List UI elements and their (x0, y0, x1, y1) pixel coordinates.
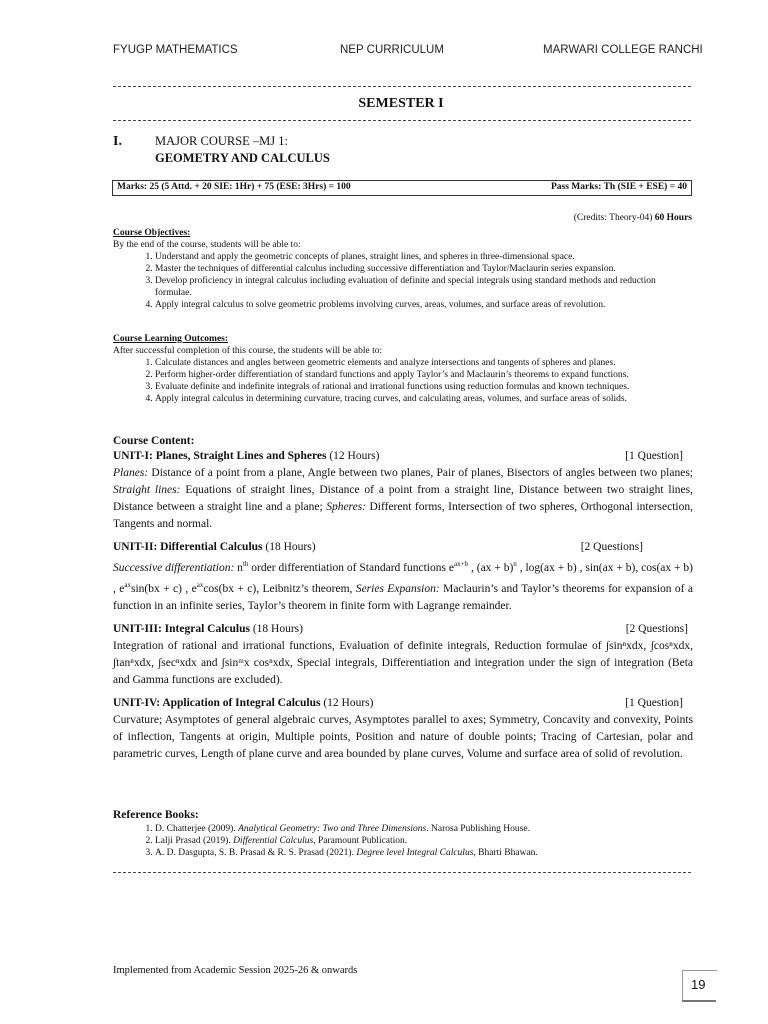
footer-text: Implemented from Academic Session 2025-26 & onwards (113, 965, 358, 976)
unit-3-body: Integration of rational and irrational functions, Evaluation of definite integrals, Reduction formulae of ∫sinⁿxdx, ∫cosⁿxdx, ∫tanⁿxdx, ∫secⁿxdx and ∫sinᵐx cosⁿxdx, Special integrals, Differentiation and integration under the sign of integration (Beta and Gamma functions are excluded). (113, 639, 693, 686)
topic-series-expansion: Series Expansion: (355, 582, 440, 595)
header-right: MARWARI COLLEGE RANCHI (543, 44, 703, 56)
ref-author: Lalji Prasad (2019). (155, 836, 234, 846)
superscript: th (242, 560, 249, 568)
unit-1-hours: (12 Hours) (329, 450, 380, 462)
unit-2-text: sin(bx + c) , e (130, 582, 197, 595)
outcomes-heading: Course Learning Outcomes: (113, 334, 229, 344)
outcomes-intro: After successful completion of this course, the students will be able to: (113, 346, 383, 356)
list-item: 2. Master the techniques of differential calculus including successive differentiation and Taylor/Maclaurin series expansion. (155, 263, 693, 275)
unit-2-text: cos(bx + c), Leibnitz’s theorem, (203, 582, 356, 595)
divider-semester (113, 120, 691, 121)
course-number: I. (113, 134, 122, 149)
list-item (155, 835, 693, 847)
divider-top (113, 86, 691, 87)
course-objectives (113, 227, 693, 311)
marks-box (112, 180, 692, 196)
course-code: MAJOR COURSE –MJ 1: (155, 134, 289, 148)
unit-3-hours: (18 Hours) (252, 622, 303, 635)
superscript: n (513, 560, 517, 568)
list-item: 2. Perform higher-order differentiation of standard functions and apply Taylor’s and Maclaurin’s theorems to expand functions. (155, 369, 693, 381)
semester-title: SEMESTER I (358, 96, 444, 111)
course-title: GEOMETRY AND CALCULUS (155, 151, 330, 165)
references-heading: Reference Books: (113, 809, 199, 821)
course-outcomes (113, 333, 693, 405)
unit-4-questions: [1 Question] (625, 696, 683, 709)
divider-bottom (113, 872, 691, 873)
header-left: FYUGP MATHEMATICS (113, 44, 238, 56)
unit-4-body: Curvature; Asymptotes of general algebraic curves, Asymptotes parallel to axes; Symmetry, Concavity and convexity, Points of inflection, Tangents at origin, Multiple points, Position and nature of double points; Tracing of Cartesian, polar and parametric curves, Length of plane curve and area bounded by plane curves, Volume and surface area of solid of revolution. (113, 713, 693, 760)
unit-2-header (113, 539, 693, 556)
topic-spheres: Spheres: (326, 501, 366, 513)
credits (574, 213, 692, 223)
page-number-box (682, 970, 717, 1001)
ref-title: Differential Calculus (233, 836, 314, 846)
list-item: 4. Apply integral calculus to solve geometric problems involving curves, areas, volumes, and surface areas of revolution. (155, 299, 693, 311)
unit-4-title: UNIT-IV: Application of Integral Calculus (113, 696, 321, 709)
unit-2-text: , log(ax + b) , sin(ax + b), cos(ax + b) , e (113, 561, 694, 595)
marks-total: Marks: 25 (5 Attd. + 20 SIE: 1Hr) + 75 (ESE: 3Hrs) = 100 (117, 182, 351, 192)
unit-3-header (113, 621, 693, 638)
unit-1-header (113, 448, 693, 465)
unit-2-body (113, 556, 693, 615)
unit-1-questions: [1 Question] (625, 450, 683, 462)
objectives-heading: Course Objectives: (113, 228, 191, 238)
list-item: 3. Develop proficiency in integral calculus including evaluation of definite and special integrals using standard methods and reduction formulae. (155, 275, 693, 299)
unit-2-questions: [2 Questions] (580, 541, 643, 553)
unit-1-title: UNIT-I: Planes, Straight Lines and Spheres (113, 450, 327, 462)
objectives-intro: By the end of the course, students will be able to: (113, 240, 301, 250)
list-item (155, 847, 693, 859)
unit-1-text-3: Different forms, Intersection of two spheres, Orthogonal intersection, Tangents and normal. (113, 501, 693, 530)
ref-title: Analytical Geometry: Two and Three Dimensions (238, 824, 427, 834)
superscript: ax (124, 580, 131, 589)
topic-successive-differentiation: Successive differentiation: (113, 561, 235, 574)
unit-2-text: n (234, 561, 243, 574)
unit-2-text: Maclaurin’s and Taylor’s theorems for expansion of a function in an infinite series, Taylor’s theorem in finite form with Lagrange remainder. (113, 582, 694, 612)
ref-publisher: . Narosa Publishing House. (426, 824, 530, 834)
unit-1-text-2: Equations of straight lines, Distance of a point from a straight line, Distance between two straight lines, Distance between a straight line and a plane; (113, 484, 693, 513)
page-number: 19 (691, 977, 706, 992)
pass-marks: Pass Marks: Th (SIE + ESE) = 40 (550, 182, 687, 192)
course-content (113, 434, 693, 763)
page-number-underline (682, 1000, 716, 1002)
ref-author: D. Chatterjee (2009). (155, 824, 239, 834)
credits-hours: 60 Hours (654, 213, 692, 223)
unit-4-hours: (12 Hours) (323, 696, 374, 709)
topic-straight-lines: Straight lines: (113, 484, 181, 496)
unit-2-text: , (ax + b) (468, 561, 514, 574)
references-list (113, 823, 693, 859)
unit-2-hours: (18 Hours) (265, 541, 316, 553)
reference-books (113, 807, 693, 859)
unit-3-questions: [2 Questions] (625, 622, 688, 635)
credits-text: (Credits: Theory-04) (573, 213, 653, 223)
topic-planes: Planes: (113, 467, 149, 479)
list-item: 1. Understand and apply the geometric concepts of planes, straight lines, and spheres in three-dimensional space. (155, 251, 693, 263)
ref-publisher: , Bharti Bhawan. (473, 848, 538, 858)
list-item: 3. Evaluate definite and indefinite integrals of rational and irrational functions using reduction formulas and known techniques. (155, 381, 693, 393)
list-item: 1. Calculate distances and angles between geometric elements and analyze intersections and tangents of spheres and planes. (155, 357, 693, 369)
unit-2-title: UNIT-II: Differential Calculus (113, 541, 263, 553)
unit-4-header (113, 695, 693, 712)
ref-publisher: , Paramount Publication. (313, 836, 408, 846)
list-item (155, 823, 693, 835)
unit-1-text-1: Distance of a point from a plane, Angle between two planes, Pair of planes, Bisectors of angles between two planes; (148, 467, 693, 479)
outcomes-list (113, 357, 693, 405)
unit-2-text: order differentiation of Standard functions e (248, 561, 454, 574)
superscript: ax+b (454, 560, 469, 568)
list-item: 4. Apply integral calculus in determining curvature, tracing curves, and calculating areas, volumes, and surface areas of solids. (155, 393, 693, 405)
unit-3-title: UNIT-III: Integral Calculus (113, 622, 250, 635)
objectives-list (113, 251, 693, 311)
ref-author: A. D. Dasgupta, S. B. Prasad & R. S. Prasad (2021). (155, 848, 357, 858)
unit-1-body (113, 465, 693, 533)
header-center: NEP CURRICULUM (340, 44, 444, 56)
content-heading: Course Content: (113, 435, 195, 447)
superscript: ax (196, 580, 204, 589)
ref-title: Degree level Integral Calculus (356, 848, 474, 858)
